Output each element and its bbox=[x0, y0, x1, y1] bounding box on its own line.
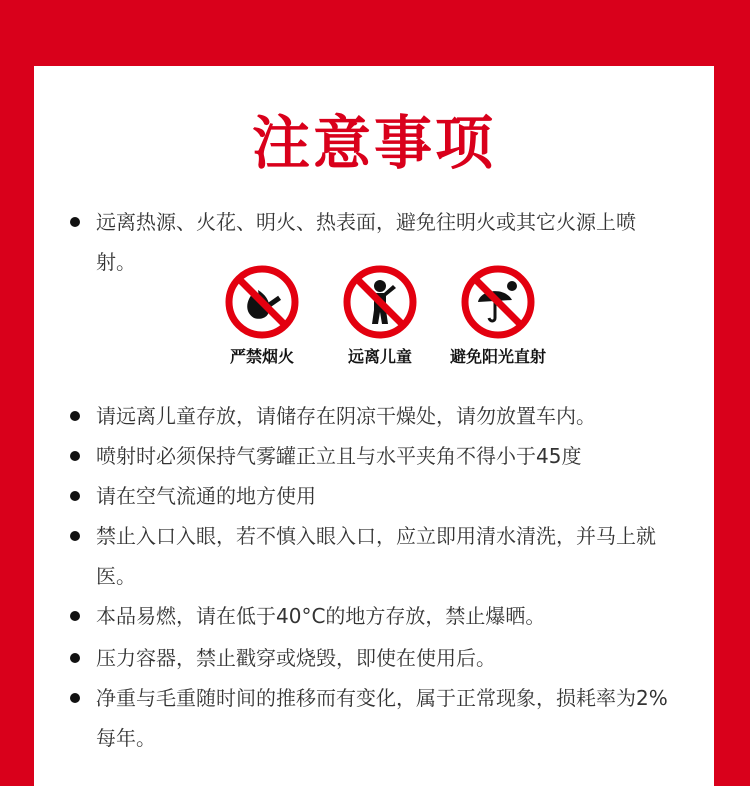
bullet-dot bbox=[70, 531, 80, 541]
list-item bbox=[96, 638, 672, 678]
list-item-text: 喷射时必须保持气雾罐正立且与水平夹角不得小于45度 bbox=[96, 444, 582, 468]
list-item bbox=[96, 516, 672, 596]
warning-signs bbox=[202, 264, 562, 374]
sign-no-children bbox=[320, 264, 440, 374]
bullet-dot bbox=[70, 611, 80, 621]
bullet-dot bbox=[70, 411, 80, 421]
bullet-dot bbox=[70, 491, 80, 501]
list-item-text: 请远离儿童存放，请储存在阴凉干燥处，请勿放置车内。 bbox=[96, 404, 596, 428]
no-sunlight-icon bbox=[460, 264, 536, 340]
sign-label: 远离儿童 bbox=[347, 347, 412, 366]
bullet-dot bbox=[70, 451, 80, 461]
list-item bbox=[96, 436, 672, 476]
bullet-dot bbox=[70, 653, 80, 663]
list-item bbox=[96, 396, 672, 436]
list-item-text: 净重与毛重随时间的推移而有变化，属于正常现象，损耗率为2%每年。 bbox=[96, 686, 668, 750]
list-item-text: 禁止入口入眼，若不慎入眼入口，应立即用清水清洗，并马上就医。 bbox=[96, 524, 656, 588]
no-children-icon bbox=[342, 264, 418, 340]
list-item-text: 请在空气流通的地方使用 bbox=[96, 484, 316, 508]
sign-label: 严禁烟火 bbox=[229, 347, 294, 366]
list-item-text: 本品易燃，请在低于40°C的地方存放，禁止爆晒。 bbox=[96, 604, 546, 628]
list-item bbox=[96, 596, 672, 636]
no-fire-icon bbox=[224, 264, 300, 340]
sign-no-sunlight bbox=[438, 264, 558, 374]
sign-label: 避免阳光直射 bbox=[449, 347, 546, 366]
sign-no-fire bbox=[202, 264, 322, 374]
page-title: 注意事项 bbox=[251, 109, 496, 177]
notice-card bbox=[34, 66, 714, 786]
list-item bbox=[96, 678, 672, 758]
list-item-text: 远离热源、火花、明火、热表面，避免往明火或其它火源上喷射。 bbox=[96, 210, 636, 274]
bullet-dot bbox=[70, 217, 80, 227]
list-item-text: 压力容器，禁止戳穿或烧毁，即使在使用后。 bbox=[96, 646, 496, 670]
list-item bbox=[96, 476, 672, 516]
bullet-dot bbox=[70, 693, 80, 703]
